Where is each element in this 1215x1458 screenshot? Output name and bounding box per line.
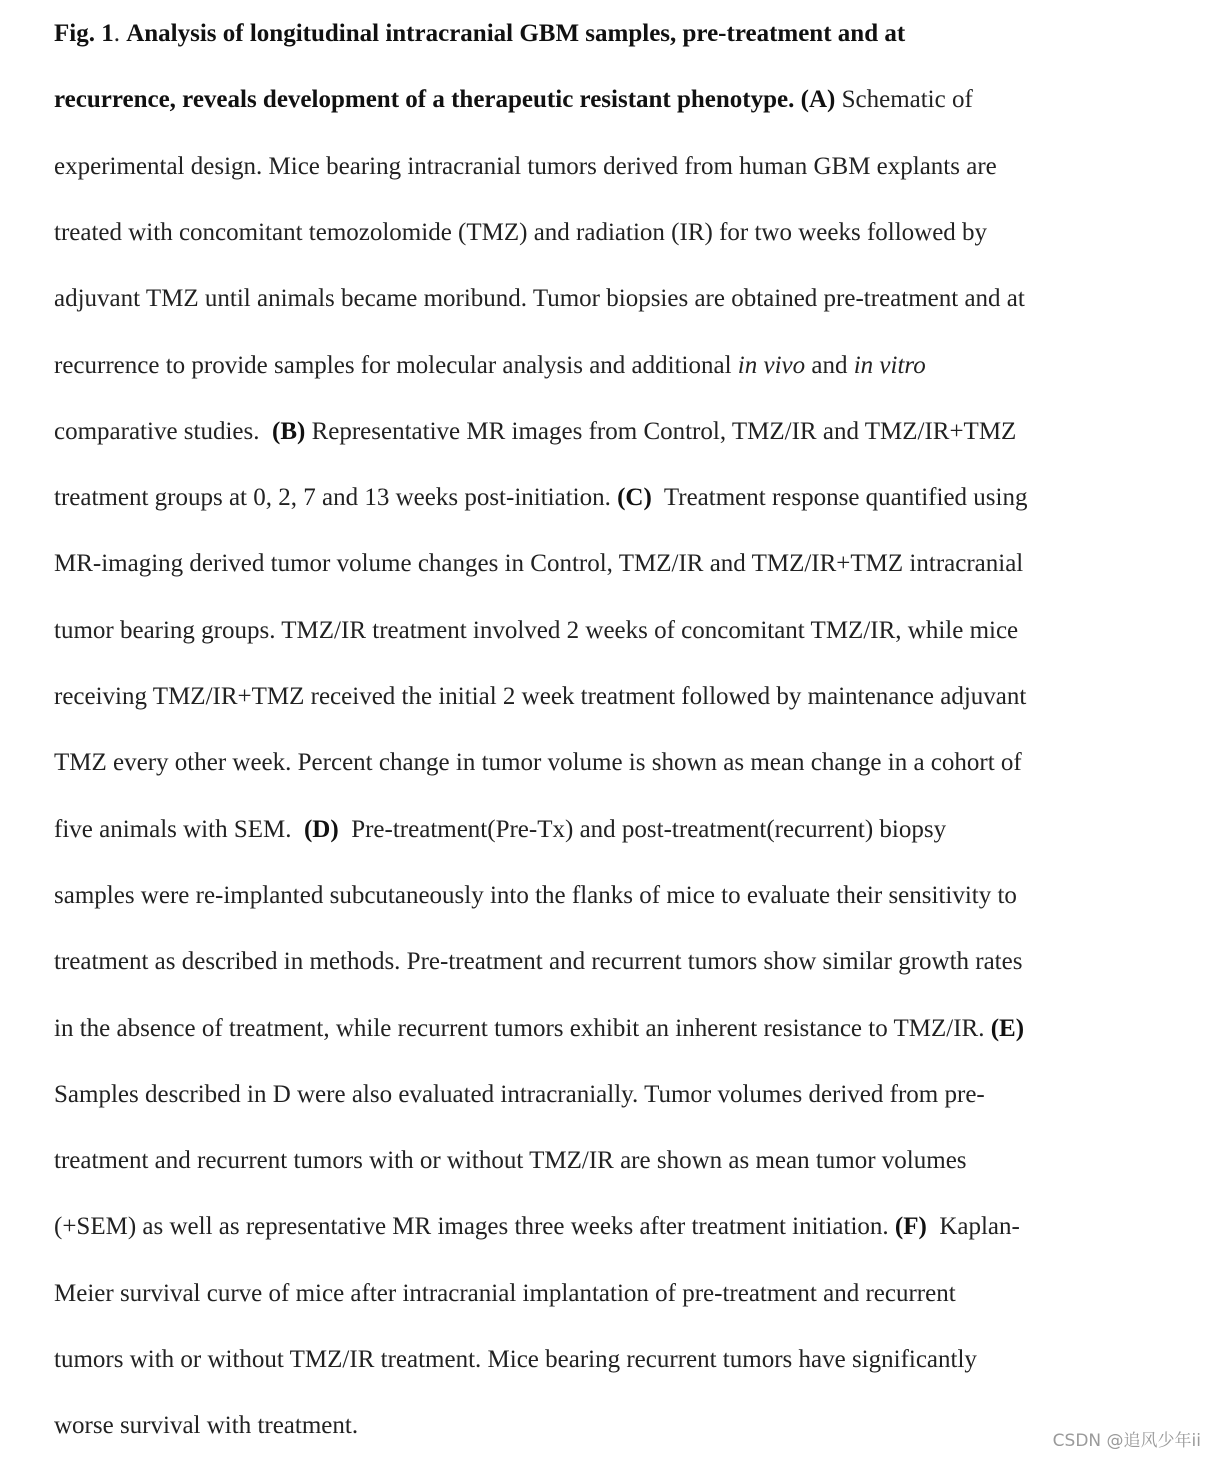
caption-line: [54, 85, 973, 115]
caption-line: [54, 218, 987, 248]
caption-line: [54, 1014, 1024, 1044]
caption-line: [54, 1212, 1020, 1242]
caption-line: [54, 1345, 977, 1375]
caption-line: [54, 881, 1017, 911]
caption-text: Meier survival curve of mice after intracranial implantation of pre-treatment and recurrent: [54, 1279, 956, 1307]
caption-line: [54, 748, 1022, 778]
caption-bold-text: (B): [272, 417, 306, 445]
caption-bold-text: Analysis of longitudinal intracranial GBM samples, pre-treatment and at: [126, 20, 906, 47]
caption-line: [54, 284, 1025, 314]
caption-line: [54, 947, 1022, 977]
caption-text: Samples described in D were also evaluated intracranially. Tumor volumes derived from pre-: [54, 1080, 985, 1108]
caption-line: [54, 1411, 358, 1441]
caption-line: [54, 417, 1016, 447]
caption-text: and: [805, 351, 854, 379]
caption-text: receiving TMZ/IR+TMZ received the initial 2 week treatment followed by maintenance adjuvant: [54, 683, 1027, 710]
caption-text: tumors with or without TMZ/IR treatment. Mice bearing recurrent tumors have significantly: [54, 1346, 977, 1373]
caption-text: experimental design. Mice bearing intracranial tumors derived from human GBM explants are: [54, 152, 997, 180]
caption-line: [54, 351, 926, 381]
caption-italic-text: in vivo: [737, 351, 806, 379]
caption-text: treatment groups at 0, 2, 7 and 13 weeks post-initiation.: [54, 484, 618, 512]
caption-bold-text: Fig. 1: [54, 20, 114, 47]
caption-line: [54, 1146, 967, 1176]
caption-text: MR-imaging derived tumor volume changes in Control, TMZ/IR and TMZ/IR+TMZ intracranial: [54, 550, 1024, 578]
caption-text: TMZ every other week. Percent change in tumor volume is shown as mean change in a cohort of: [54, 749, 1022, 777]
caption-text: (+SEM) as well as representative MR images three weeks after treatment initiation.: [54, 1213, 895, 1241]
caption-line: [54, 1279, 956, 1309]
caption-text: Treatment response quantified using: [651, 484, 1028, 512]
caption-line: [54, 483, 1027, 513]
caption-line: [54, 815, 946, 845]
caption-line: [54, 1080, 985, 1110]
caption-text: Schematic of: [835, 86, 973, 114]
caption-line: [54, 549, 1023, 579]
caption-italic-text: in vitro: [853, 351, 926, 379]
caption-bold-text: (C): [617, 484, 652, 512]
caption-text: treatment and recurrent tumors with or without TMZ/IR are shown as mean tumor volumes: [54, 1147, 967, 1175]
caption-bold-text: recurrence, reveals development of a therapeutic resistant phenotype. (A): [54, 86, 836, 114]
caption-text: tumor bearing groups. TMZ/IR treatment involved 2 weeks of concomitant TMZ/IR, while mice: [54, 616, 1019, 644]
caption-text: recurrence to provide samples for molecular analysis and additional: [54, 351, 738, 379]
caption-text: five animals with SEM.: [54, 815, 304, 843]
caption-text: Representative MR images from Control, TMZ/IR and TMZ/IR+TMZ: [305, 417, 1017, 445]
caption-text: comparative studies.: [54, 417, 272, 445]
caption-text: worse survival with treatment.: [54, 1412, 359, 1440]
caption-bold-text: (F): [894, 1213, 927, 1241]
caption-bold-text: (E): [990, 1014, 1025, 1042]
caption-line: [54, 152, 997, 182]
caption-text: Kaplan-: [926, 1213, 1020, 1241]
caption-text: adjuvant TMZ until animals became moribund. Tumor biopsies are obtained pre-treatment and at: [54, 285, 1025, 313]
caption-line: [54, 19, 905, 49]
caption-text: .: [113, 20, 127, 47]
caption-text: Pre-treatment(Pre-Tx) and post-treatment(recurrent) biopsy: [338, 815, 947, 843]
caption-text: in the absence of treatment, while recurrent tumors exhibit an inherent resistance to TMZ/IR.: [54, 1014, 991, 1042]
csdn-watermark: CSDN @追风少年ii: [1052, 1431, 1201, 1451]
caption-line: [54, 616, 1018, 646]
caption-line: [54, 682, 1026, 712]
caption-text: treatment as described in methods. Pre-treatment and recurrent tumors show similar growth rates: [54, 948, 1023, 976]
caption-text: treated with concomitant temozolomide (TMZ) and radiation (IR) for two weeks followed by: [54, 218, 988, 246]
caption-bold-text: (D): [303, 815, 339, 843]
caption-text: samples were re-implanted subcutaneously into the flanks of mice to evaluate their sensitivity to: [54, 881, 1017, 909]
